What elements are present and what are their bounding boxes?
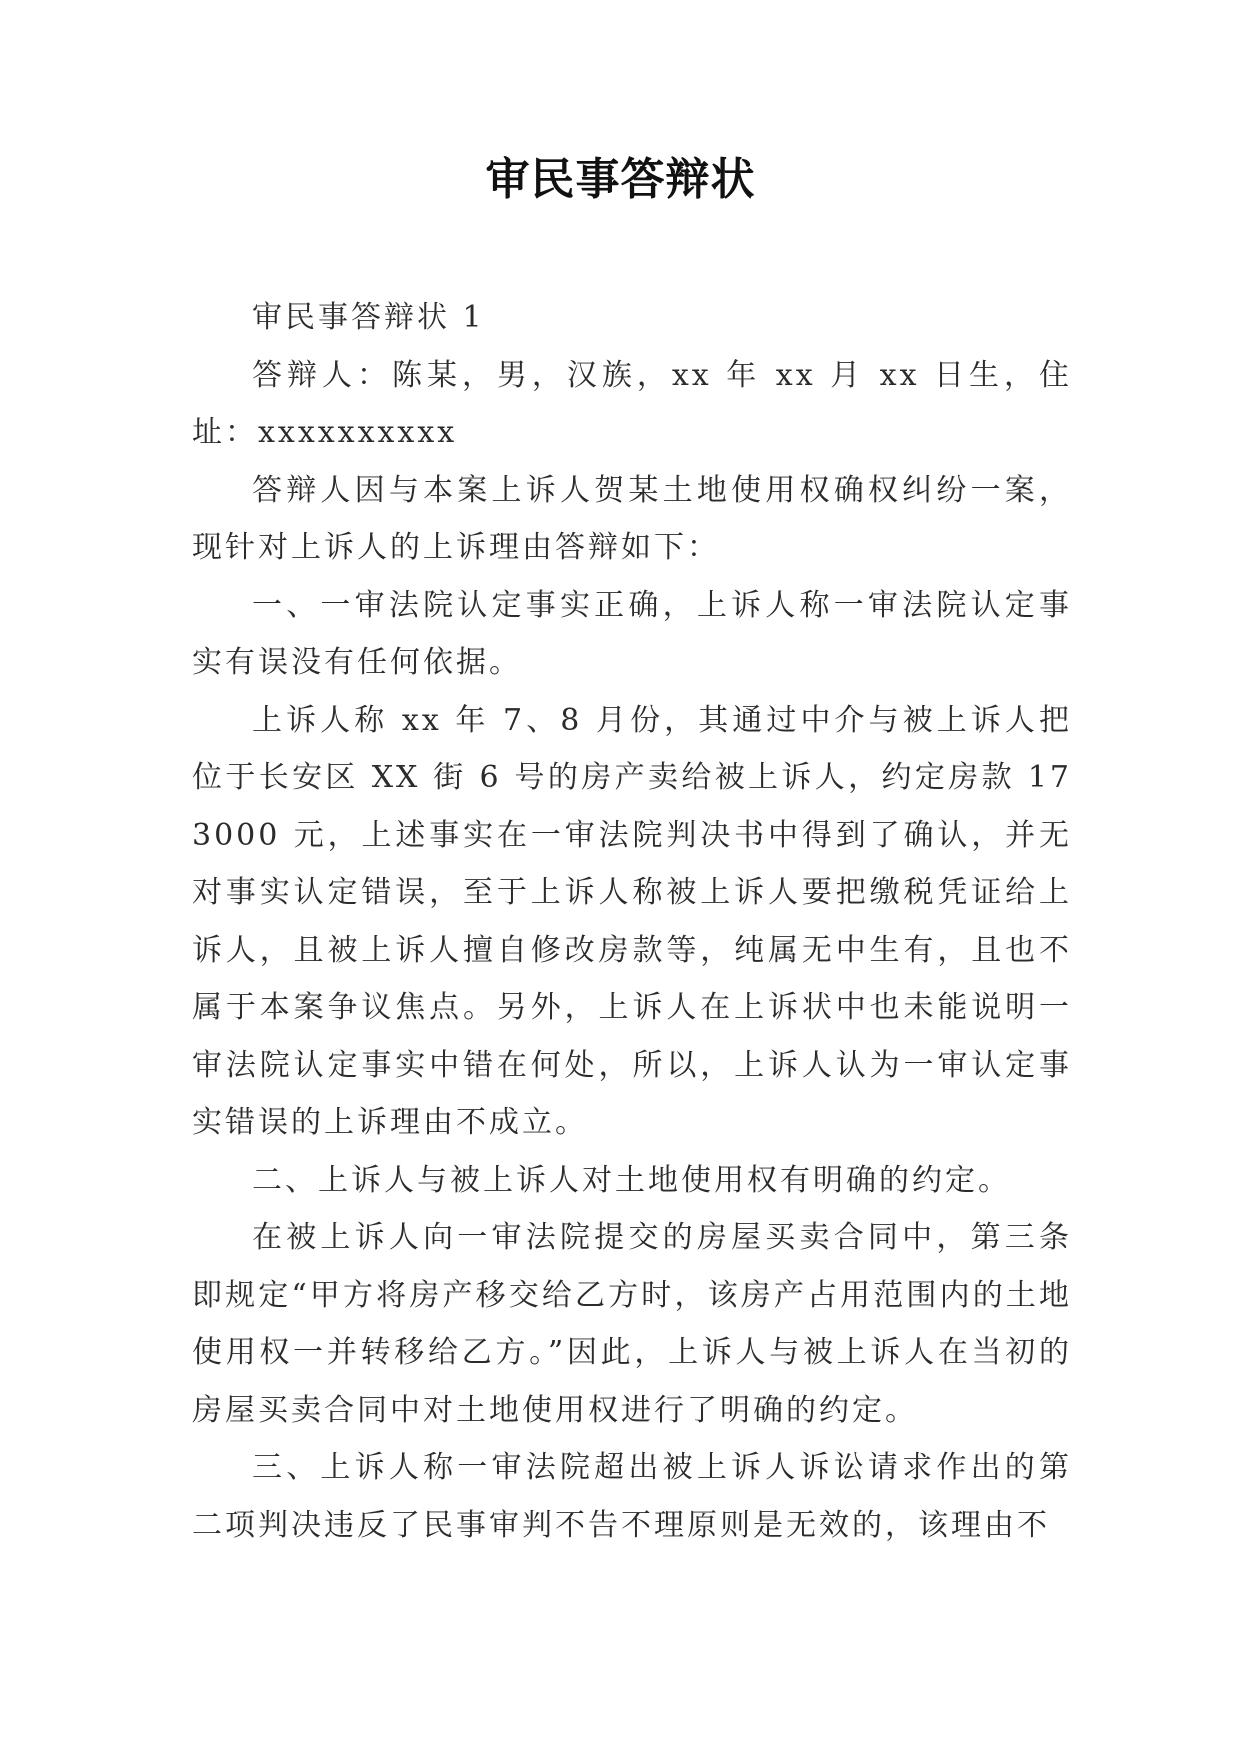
paragraph-point-one: 一、一审法院认定事实正确，上诉人称一审法院认定事实有误没有任何依据。 (192, 587, 1072, 680)
paragraph-heading: 审民事答辩状 1 (252, 300, 485, 335)
paragraph-point-one-detail: 上诉人称 xx 年 7、8 月份，其通过中介与被上诉人把位于长安区 XX 街 6 号的房产卖给被上诉人，约定房款 173000 元，上述事实在一审法院判决书中得到了确认，并无对事实认定错误，至于上诉人称被上诉人要把缴税凭证给上诉人，且被上诉人擅自修改房款等，纯属无中生有，且也不属于本案争议焦点。另外，上诉人在上诉状中也未能说明一审法院认定事实中错在何处，所以，上诉人认为一审认定事实错误的上诉理由不成立。 (192, 702, 1072, 1140)
paragraph-point-three: 三、上诉人称一审法院超出被上诉人诉讼请求作出的第二项判决违反了民事审判不告不理原则是无效的，该理由不 (192, 1450, 1072, 1543)
document-body (192, 289, 1072, 1554)
document-title: 审民事答辩状 (485, 154, 756, 205)
paragraph-point-two-detail: 在被上诉人向一审法院提交的房屋买卖合同中，第三条即规定“甲方将房产移交给乙方时，该房产占用范围内的土地使用权一并转移给乙方。”因此，上诉人与被上诉人在当初的房屋买卖合同中对土地使用权进行了明确的约定。 (192, 1220, 1072, 1428)
paragraph-respondent-info: 答辩人：陈某，男，汉族，xx 年 xx 月 xx 日生，住址：xxxxxxxxxx (192, 357, 1072, 450)
paragraph-point-two: 二、上诉人与被上诉人对土地使用权有明确的约定。 (252, 1162, 1011, 1198)
paragraph-intro: 答辩人因与本案上诉人贺某土地使用权确权纠纷一案，现针对上诉人的上诉理由答辩如下： (192, 472, 1072, 565)
